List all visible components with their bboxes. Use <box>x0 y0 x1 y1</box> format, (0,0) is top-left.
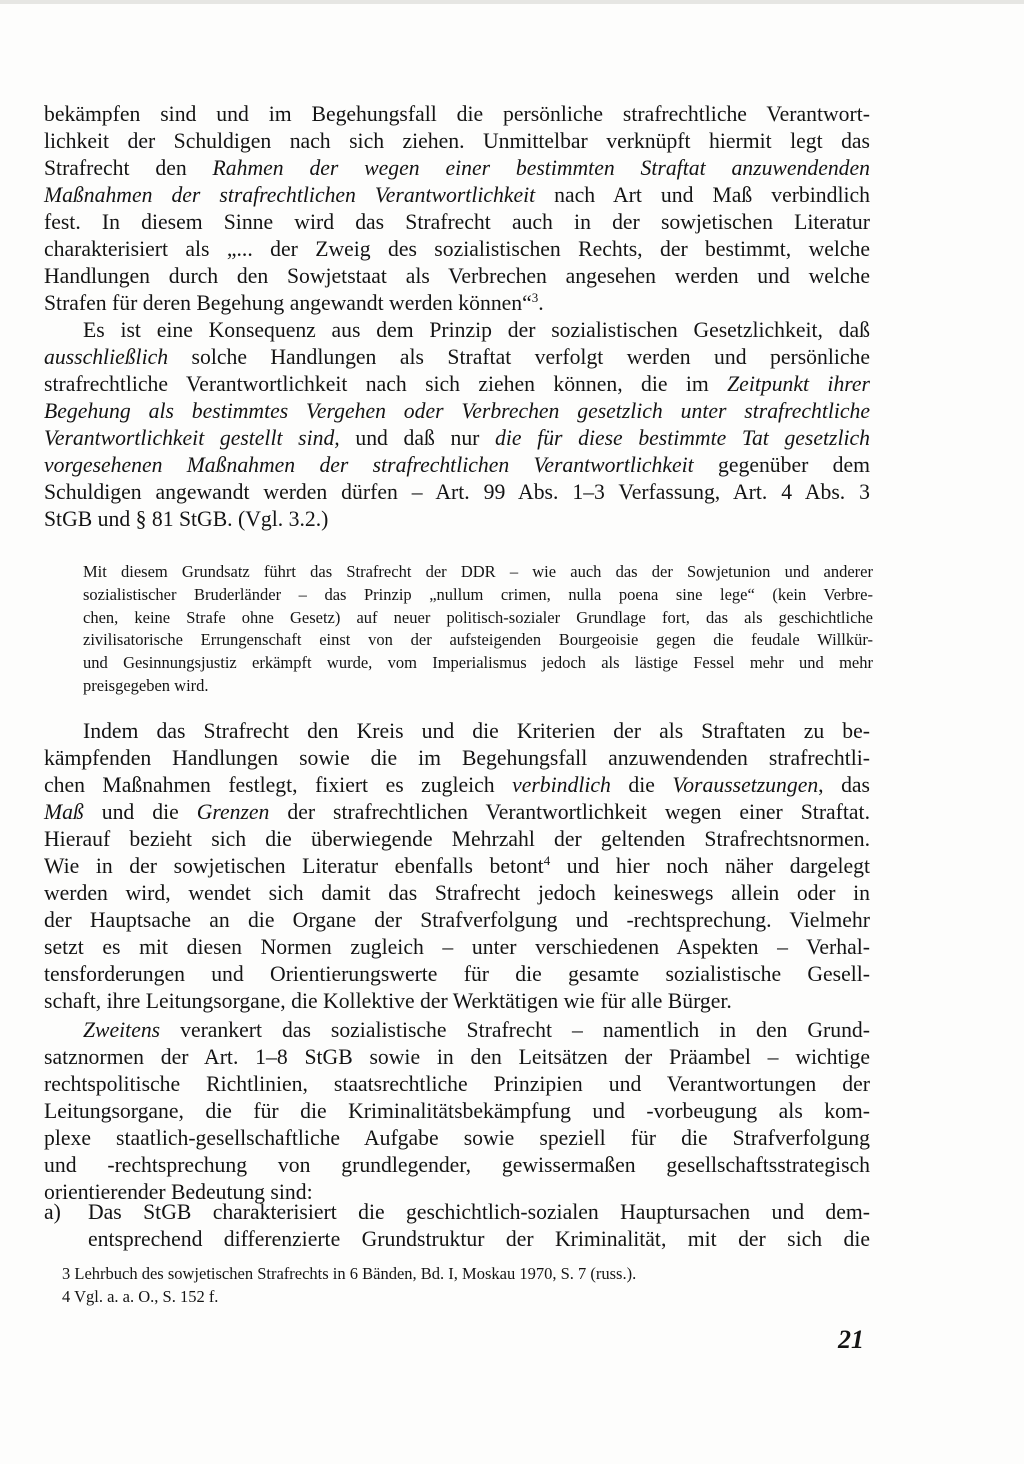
text-line: strafrechtliche Verantwortlichkeit nach sich ziehen können, die im Zeitpunkt ihrer <box>44 372 870 396</box>
text-line: Hierauf bezieht sich die überwiegende Mehrzahl der geltenden Strafrechtsnormen. <box>44 827 870 851</box>
list-item-text <box>88 1199 870 1253</box>
text-line: Leitungsorgane, die für die Kriminalitätsbekämpfung und -vorbeugung als kom- <box>44 1099 870 1123</box>
paragraph-secondly <box>44 1017 870 1206</box>
note-line: preisgegeben wird. <box>83 675 209 695</box>
text-line: Handlungen durch den Sowjetstaat als Verbrechen angesehen werden und welche <box>44 264 870 288</box>
text-line: Schuldigen angewandt werden dürfen – Art. 99 Abs. 1–3 Verfassung, Art. 4 Abs. 3 <box>44 480 870 504</box>
text-line: charakterisiert als „... der Zweig des sozialistischen Rechts, der bestimmt, welche <box>44 237 870 261</box>
text-line: StGB und § 81 StGB. (Vgl. 3.2.) <box>44 507 329 531</box>
text-line: tensforderungen und Orientierungswerte für die gesamte sozialistische Gesell- <box>44 962 870 986</box>
footnotes <box>62 1262 852 1308</box>
text-line: fest. In diesem Sinne wird das Strafrecht auch in der sowjetischen Literatur <box>44 210 870 234</box>
text-line: der Hauptsache an die Organe der Strafverfolgung und -rechtsprechung. Vielmehr <box>44 908 870 932</box>
text-line: setzt es mit diesen Normen zugleich – unter verschiedenen Aspekten – Verhal- <box>44 935 870 959</box>
text-line: Maß und die Grenzen der strafrechtlichen Verantwortlichkeit wegen einer Straftat. <box>44 800 871 824</box>
paragraph-criteria <box>44 718 870 1015</box>
text-line: Maßnahmen der strafrechtlichen Verantwortlichkeit nach Art und Maß verbindlich <box>44 183 870 207</box>
text-line: ausschließlich solche Handlungen als Straftat verfolgt werden und persönliche <box>44 345 870 369</box>
text-line: orientierender Bedeutung sind: <box>44 1180 313 1204</box>
text-line: rechtspolitische Richtlinien, staatsrechtliche Prinzipien und Verantwortungen der <box>44 1072 870 1096</box>
text-line: Strafrecht den Rahmen der wegen einer bestimmten Straftat anzuwendenden <box>44 156 870 180</box>
text-line: bekämpfen sind und im Begehungsfall die persönliche strafrechtliche Verantwort- <box>44 102 870 126</box>
footnote-4: 4 Vgl. a. a. O., S. 152 f. <box>62 1287 219 1306</box>
text-line: entsprechend differenzierte Grundstruktur der Kriminalität, mit der sich die <box>88 1227 870 1251</box>
note-line: und Gesinnungsjustiz erkämpft wurde, vom Imperialismus jedoch als lästige Fessel mehr und mehr <box>83 653 873 673</box>
text-line: chen Maßnahmen festlegt, fixiert es zugleich verbindlich die Voraussetzungen, das <box>44 773 870 797</box>
footnote-ref-3: 3 <box>531 289 539 305</box>
text-line: Strafen für deren Begehung angewandt werden können“$^3$. <box>44 289 544 315</box>
text-line: satznormen der Art. 1–8 StGB sowie in den Leitsätzen der Präambel – wichtige <box>44 1045 870 1069</box>
note-line: sozialistischer Bruderländer – das Prinzip „nullum crimen, nulla poena sine lege“ (kein Verbre- <box>83 584 873 604</box>
text-line: Zweitens verankert das sozialistische Strafrecht – namentlich in den Grund- <box>83 1018 870 1042</box>
text-line: Wie in der sowjetischen Literatur ebenfalls betont$^4$ und hier noch näher dargelegt <box>44 852 870 878</box>
note-line: zivilisatorische Errungenschaft einst von der aufsteigenden Bourgeoisie gegen die feudale Willkür- <box>83 630 873 650</box>
text-line: werden wird, wendet sich damit das Strafrecht jedoch keineswegs allein oder in <box>44 881 870 905</box>
footnote-ref-4: 4 <box>543 852 551 868</box>
text-line: Begehung als bestimmtes Vergehen oder Verbrechen gesetzlich unter strafrechtliche <box>44 399 870 423</box>
note-line: chen, keine Strafe ohne Gesetz) auf neuer politisch-sozialer Grundlage fort, das als geschichtliche <box>83 607 873 627</box>
text-line: Das StGB charakterisiert die geschichtlich-sozialen Hauptursachen und dem- <box>88 1200 870 1224</box>
page-number: 21 <box>838 1325 864 1354</box>
list-marker: a) <box>44 1200 61 1224</box>
paragraph-legality-principle <box>44 317 870 533</box>
text-line: vorgesehenen Maßnahmen der strafrechtlichen Verantwortlichkeit gegenüber dem <box>44 453 870 477</box>
note-line: Mit diesem Grundsatz führt das Strafrecht der DDR – wie auch das der Sowjetunion und anderer <box>83 562 873 581</box>
list-item-a <box>44 1199 870 1253</box>
text-line: kämpfenden Handlungen sowie die im Begehungsfall anzuwendenden strafrechtli- <box>44 746 870 770</box>
footnote-3: 3 Lehrbuch des sowjetischen Strafrechts in 6 Bänden, Bd. I, Moskau 1970, S. 7 (russ.). <box>62 1264 637 1283</box>
scan-edge <box>0 0 1024 4</box>
text-line: schaft, ihre Leitungsorgane, die Kollektive der Werktätigen wie für alle Bürger. <box>44 989 732 1013</box>
text-line: lichkeit der Schuldigen nach sich ziehen. Unmittelbar verknüpft hiermit legt das <box>44 129 870 153</box>
paragraph-continuation <box>44 101 870 317</box>
small-print-note <box>83 561 873 698</box>
text-line: plexe staatlich-gesellschaftliche Aufgabe sowie speziell für die Strafverfolgung <box>44 1126 870 1150</box>
text-line: und -rechtsprechung von grundlegender, gewissermaßen gesellschaftsstrategisch <box>44 1153 870 1177</box>
text-line: Indem das Strafrecht den Kreis und die Kriterien der als Straftaten zu be- <box>83 719 870 743</box>
text-line: Verantwortlichkeit gestellt sind, und daß nur die für diese bestimmte Tat gesetzlich <box>44 426 870 450</box>
text-line: Es ist eine Konsequenz aus dem Prinzip der sozialistischen Gesetzlichkeit, daß <box>83 318 870 342</box>
